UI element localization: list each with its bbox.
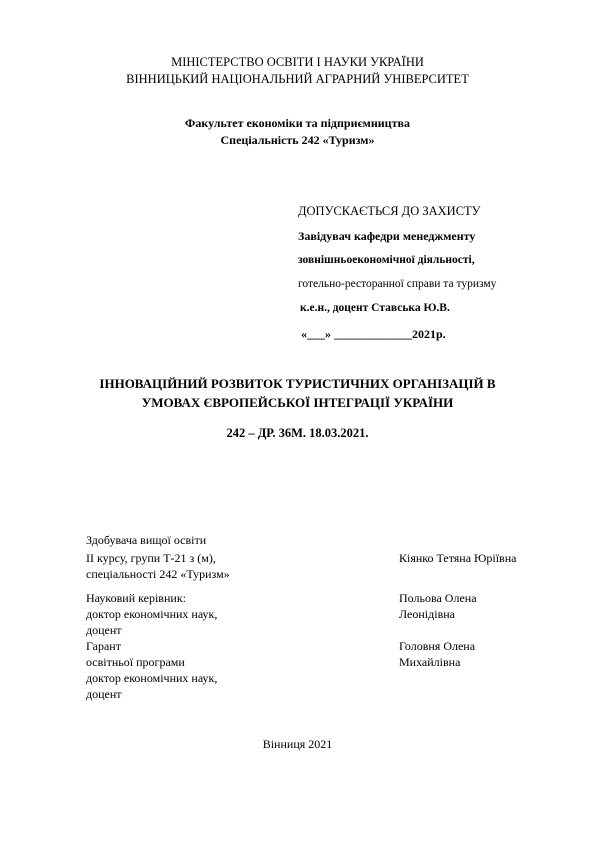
guarantor-name-line-2: Михайлівна <box>399 655 461 669</box>
guarantor-label-line-2: освітньої програми <box>86 655 185 669</box>
city-year: Вінниця 2021 <box>262 737 333 751</box>
student-label-line-3: спеціальності 242 «Туризм» <box>86 567 230 581</box>
supervisor-label-line-3: доцент <box>86 623 122 637</box>
approval-line-2: зовнішньоекономічної діяльності, <box>298 254 475 266</box>
approval-heading: ДОПУСКАЄТЬСЯ ДО ЗАХИСТУ <box>298 204 481 218</box>
thesis-title-line-1: ІННОВАЦІЙНИЙ РОЗВИТОК ТУРИСТИЧНИХ ОРГАНІЗАЦІЙ В <box>99 376 496 391</box>
student-label-line-1: Здобувача вищої освіти <box>86 533 207 547</box>
guarantor-label-line-1: Гарант <box>86 639 121 653</box>
approval-line-4: к.е.н., доцент Ставська Ю.В. <box>300 302 450 314</box>
student-label-line-2: ІІ курсу, групи Т-21 з (м), <box>86 551 216 565</box>
approval-line-1: Завідувач кафедри менеджменту <box>298 229 476 243</box>
university-name: ВІННИЦЬКИЙ НАЦІОНАЛЬНИЙ АГРАРНИЙ УНІВЕРСИТЕТ <box>126 72 469 86</box>
specialty-name: Спеціальність 242 «Туризм» <box>220 133 375 147</box>
faculty-name: Факультет економіки та підприємництва <box>185 116 410 130</box>
guarantor-label-line-4: доцент <box>86 687 122 701</box>
supervisor-name-line-1: Польова Олена <box>399 591 477 605</box>
thesis-title-line-2: УМОВАХ ЄВРОПЕЙСЬКОЇ ІНТЕГРАЦІЇ УКРАЇНИ <box>141 395 454 410</box>
supervisor-label-line-1: Науковий керівник: <box>86 591 186 605</box>
guarantor-label-line-3: доктор економічних наук, <box>86 671 218 685</box>
guarantor-name-line-1: Головня Олена <box>399 639 476 653</box>
ministry-name: МІНІСТЕРСТВО ОСВІТИ І НАУКИ УКРАЇНИ <box>171 55 424 69</box>
student-name: Кіянко Тетяна Юріївна <box>399 551 517 565</box>
thesis-code: 242 – ДР. 36М. 18.03.2021. <box>226 426 369 440</box>
supervisor-name-line-2: Леонідівна <box>399 607 455 621</box>
approval-line-3: готельно-ресторанної справи та туризму <box>298 278 497 290</box>
supervisor-label-line-2: доктор економічних наук, <box>86 607 218 621</box>
approval-date-line: «___» _____________2021р. <box>301 327 446 341</box>
